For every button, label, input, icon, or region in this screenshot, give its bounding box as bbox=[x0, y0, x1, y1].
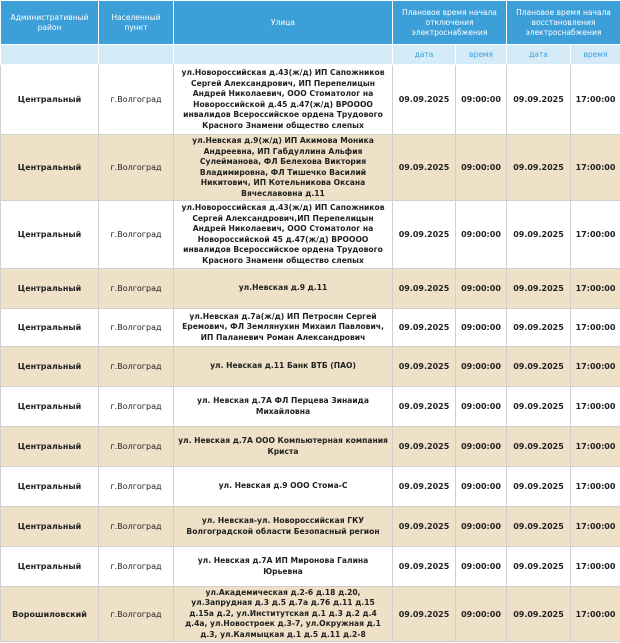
cell-district: Центральный bbox=[1, 387, 99, 427]
table-row bbox=[1, 467, 620, 507]
cell-street: ул.Невская д.9 д.11 bbox=[174, 269, 393, 309]
cell-off-date: 09.09.2025 bbox=[393, 65, 456, 135]
cell-on-date: 09.09.2025 bbox=[507, 507, 571, 547]
table-row bbox=[1, 427, 620, 467]
cell-district: Центральный bbox=[1, 201, 99, 269]
cell-off-time: 09:00:00 bbox=[456, 201, 507, 269]
cell-street: ул.Невская д.9(ж/д) ИП Акимова Моника Андреевна, ИП Габдуллина Альфия Сулейманова, ФЛ Белехова Виктория Владимировна, ФЛ Тишечко Василий Никитович, ИП Котельникова Оксана Вячеславовна д.11 bbox=[174, 135, 393, 201]
cell-off-time: 09:00:00 bbox=[456, 347, 507, 387]
cell-off-time: 09:00:00 bbox=[456, 309, 507, 347]
cell-on-date: 09.09.2025 bbox=[507, 467, 571, 507]
cell-on-time: 17:00:00 bbox=[571, 547, 620, 587]
cell-off-time: 09:00:00 bbox=[456, 65, 507, 135]
cell-on-date: 09.09.2025 bbox=[507, 547, 571, 587]
header-blank bbox=[174, 45, 393, 65]
cell-locality: г.Волгоград bbox=[99, 201, 174, 269]
cell-on-date: 09.09.2025 bbox=[507, 347, 571, 387]
cell-on-date: 09.09.2025 bbox=[507, 309, 571, 347]
cell-locality: г.Волгоград bbox=[99, 547, 174, 587]
header-off-time: Плановое время начала отключения электроснабжения bbox=[393, 1, 507, 45]
cell-street: ул.Невская д.7а(ж/д) ИП Петросян Сергей Еремович, ФЛ Землянухин Михаил Павлович, ИП Паланевич Роман Александрович bbox=[174, 309, 393, 347]
header-off-date: дата bbox=[393, 45, 456, 65]
cell-district: Центральный bbox=[1, 547, 99, 587]
header-restore-time: Плановое время начала восстановления электроснабжения bbox=[507, 1, 620, 45]
header-district: Административный район bbox=[1, 1, 99, 45]
header-street: Улица bbox=[174, 1, 393, 45]
cell-on-date: 09.09.2025 bbox=[507, 427, 571, 467]
cell-off-date: 09.09.2025 bbox=[393, 201, 456, 269]
cell-locality: г.Волгоград bbox=[99, 387, 174, 427]
cell-street: ул. Невская д.7А ИП Миронова Галина Юрьевна bbox=[174, 547, 393, 587]
table-row bbox=[1, 547, 620, 587]
cell-district: Центральный bbox=[1, 427, 99, 467]
cell-street: ул. Невская-ул. Новороссийская ГКУ Волгоградской области Безопасный регион bbox=[174, 507, 393, 547]
table-row bbox=[1, 387, 620, 427]
cell-locality: г.Волгоград bbox=[99, 467, 174, 507]
cell-district: Ворошиловский bbox=[1, 587, 99, 642]
cell-off-date: 09.09.2025 bbox=[393, 347, 456, 387]
cell-off-date: 09.09.2025 bbox=[393, 387, 456, 427]
cell-district: Центральный bbox=[1, 347, 99, 387]
cell-off-time: 09:00:00 bbox=[456, 387, 507, 427]
cell-district: Центральный bbox=[1, 507, 99, 547]
header-on-clock: время bbox=[571, 45, 620, 65]
cell-on-time: 17:00:00 bbox=[571, 347, 620, 387]
table-row bbox=[1, 65, 620, 135]
cell-on-time: 17:00:00 bbox=[571, 65, 620, 135]
cell-off-time: 09:00:00 bbox=[456, 547, 507, 587]
cell-on-time: 17:00:00 bbox=[571, 427, 620, 467]
cell-street: ул.Новороссийская д.43(ж/д) ИП Сапожников Сергей Александрович, ИП Перепелицын Андрей Николаевич, ООО Стоматолог на Новороссийской д.45 д.47(ж/д) ВРОООО инвалидов Всероссийское ордена Трудового Красного Знамени общество слепых bbox=[174, 65, 393, 135]
cell-on-date: 09.09.2025 bbox=[507, 587, 571, 642]
cell-off-time: 09:00:00 bbox=[456, 135, 507, 201]
cell-on-time: 17:00:00 bbox=[571, 387, 620, 427]
cell-locality: г.Волгоград bbox=[99, 427, 174, 467]
cell-on-time: 17:00:00 bbox=[571, 269, 620, 309]
cell-on-time: 17:00:00 bbox=[571, 135, 620, 201]
cell-on-date: 09.09.2025 bbox=[507, 135, 571, 201]
cell-on-time: 17:00:00 bbox=[571, 587, 620, 642]
cell-street: ул. Невская д.7А ФЛ Перцева Зинаида Михайловна bbox=[174, 387, 393, 427]
cell-on-date: 09.09.2025 bbox=[507, 387, 571, 427]
cell-street: ул. Невская д.7А ООО Компьютерная компания Криста bbox=[174, 427, 393, 467]
cell-off-time: 09:00:00 bbox=[456, 269, 507, 309]
cell-locality: г.Волгоград bbox=[99, 269, 174, 309]
cell-locality: г.Волгоград bbox=[99, 587, 174, 642]
table-row bbox=[1, 507, 620, 547]
header-blank bbox=[99, 45, 174, 65]
table-row bbox=[1, 135, 620, 201]
cell-off-time: 09:00:00 bbox=[456, 587, 507, 642]
cell-district: Центральный bbox=[1, 135, 99, 201]
cell-locality: г.Волгоград bbox=[99, 135, 174, 201]
cell-on-date: 09.09.2025 bbox=[507, 201, 571, 269]
table-row bbox=[1, 347, 620, 387]
cell-district: Центральный bbox=[1, 467, 99, 507]
table-row bbox=[1, 201, 620, 269]
cell-off-date: 09.09.2025 bbox=[393, 467, 456, 507]
header-on-date: дата bbox=[507, 45, 571, 65]
cell-off-date: 09.09.2025 bbox=[393, 309, 456, 347]
cell-on-time: 17:00:00 bbox=[571, 467, 620, 507]
cell-district: Центральный bbox=[1, 309, 99, 347]
header-locality: Населенный пункт bbox=[99, 1, 174, 45]
cell-off-date: 09.09.2025 bbox=[393, 507, 456, 547]
cell-locality: г.Волгоград bbox=[99, 309, 174, 347]
header-off-clock: время bbox=[456, 45, 507, 65]
cell-off-date: 09.09.2025 bbox=[393, 427, 456, 467]
cell-on-date: 09.09.2025 bbox=[507, 65, 571, 135]
table-row bbox=[1, 269, 620, 309]
cell-on-date: 09.09.2025 bbox=[507, 269, 571, 309]
cell-off-date: 09.09.2025 bbox=[393, 269, 456, 309]
cell-district: Центральный bbox=[1, 269, 99, 309]
cell-off-date: 09.09.2025 bbox=[393, 587, 456, 642]
cell-locality: г.Волгоград bbox=[99, 347, 174, 387]
table-row bbox=[1, 309, 620, 347]
table-row bbox=[1, 587, 620, 642]
cell-off-date: 09.09.2025 bbox=[393, 547, 456, 587]
cell-off-time: 09:00:00 bbox=[456, 427, 507, 467]
cell-on-time: 17:00:00 bbox=[571, 507, 620, 547]
cell-on-time: 17:00:00 bbox=[571, 309, 620, 347]
header-blank bbox=[1, 45, 99, 65]
cell-locality: г.Волгоград bbox=[99, 507, 174, 547]
cell-on-time: 17:00:00 bbox=[571, 201, 620, 269]
cell-off-date: 09.09.2025 bbox=[393, 135, 456, 201]
cell-street: ул. Невская д.9 ООО Стома-С bbox=[174, 467, 393, 507]
cell-off-time: 09:00:00 bbox=[456, 467, 507, 507]
cell-street: ул. Невская д.11 Банк ВТБ (ПАО) bbox=[174, 347, 393, 387]
cell-locality: г.Волгоград bbox=[99, 65, 174, 135]
cell-street: ул.Новороссийская д.43(ж/д) ИП Сапожников Сергей Александрович,ИП Перепелицын Андрей Николаевич, ООО Стоматолог на Новороссийской 45 д.47(ж/д) ВРОООО инвалидов Всероссийское ордена Трудового Красного Знамени общество слепых bbox=[174, 201, 393, 269]
cell-district: Центральный bbox=[1, 65, 99, 135]
cell-street: ул.Академическая д.2-6 д.18 д.20, ул.Запрудная д.3 д.5 д.7а д.76 д.11 д.15 д.15а д.2, ул.Институтская д.1 д.3 д.2 д.4 д.4а, ул.Новостроек д.3-7, ул.Окружная д.1 д.3, ул.Калмыцкая д.1 д.5 д.11 д.2-8 bbox=[174, 587, 393, 642]
cell-off-time: 09:00:00 bbox=[456, 507, 507, 547]
